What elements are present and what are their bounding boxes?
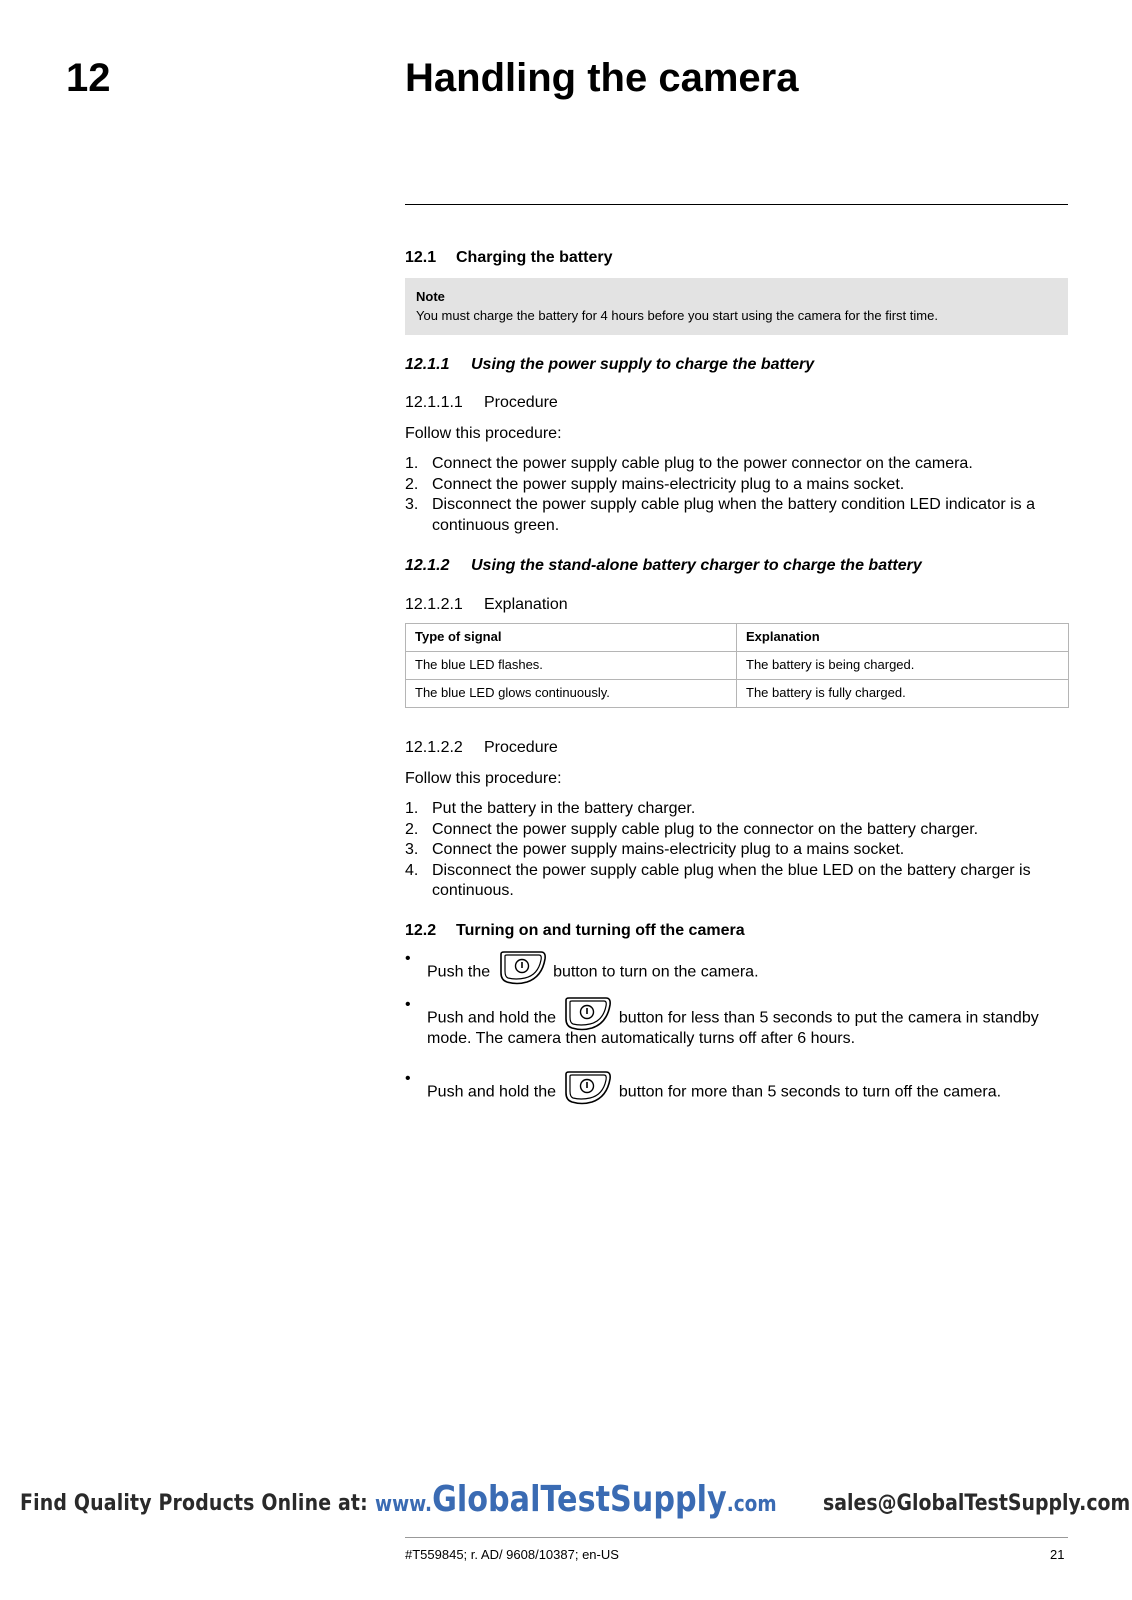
list-item <box>405 820 1068 841</box>
step-text: Connect the power supply mains-electricity plug to a mains socket. <box>432 841 905 858</box>
footer-tagline: Find Quality Products Online at: <box>20 1491 368 1516</box>
step-number: 1. <box>405 455 419 472</box>
table-cell: The blue LED flashes. <box>406 652 737 680</box>
procedure-steps <box>405 799 1068 902</box>
bullet-text-after: button for less than 5 seconds to put the camera in standby mode. The camera then automatically turns off after 6 hours. <box>427 1009 1039 1047</box>
chapter-number: 12 <box>66 56 111 100</box>
step-text: Put the battery in the battery charger. <box>432 800 696 817</box>
power-instructions <box>405 949 1068 1103</box>
chapter-title: Handling the camera <box>405 56 799 100</box>
procedure-intro: Follow this procedure: <box>405 424 562 442</box>
section-heading-12-2 <box>405 921 1068 942</box>
list-item <box>405 799 1068 820</box>
table-row <box>406 680 1069 708</box>
list-item <box>405 495 1068 536</box>
section-title: Explanation <box>484 595 568 613</box>
list-item <box>405 861 1068 902</box>
section-heading-12-1-1 <box>405 355 1068 376</box>
section-number: 12.1.2.2 <box>405 739 463 756</box>
power-button-icon <box>497 951 547 985</box>
section-title: Procedure <box>484 739 558 756</box>
column-header: Type of signal <box>406 624 737 652</box>
bullet-text-before: Push the <box>427 963 491 981</box>
section-number: 12.1.2 <box>405 557 450 574</box>
section-heading-12-1-1-1 <box>405 393 1068 414</box>
signal-table <box>405 623 1069 708</box>
section-title: Charging the battery <box>456 249 613 266</box>
power-button-icon <box>562 1071 612 1105</box>
section-number: 12.2 <box>405 921 437 939</box>
section-heading-12-1 <box>405 248 1068 269</box>
section-title: Procedure <box>484 394 558 411</box>
list-item <box>405 454 1068 475</box>
step-number: 2. <box>405 820 419 838</box>
section-title: Using the stand-alone battery charger to charge the battery <box>471 557 922 574</box>
table-cell: The battery is being charged. <box>737 652 1069 680</box>
url-main: GlobalTestSupply <box>432 1479 727 1520</box>
section-title: Using the power supply to charge the battery <box>471 355 815 373</box>
power-button-icon <box>562 997 612 1031</box>
procedure-steps <box>405 454 1068 536</box>
section-heading-12-1-2-2 <box>405 738 1068 759</box>
step-number: 3. <box>405 496 419 513</box>
section-number: 12.1.1.1 <box>405 394 463 411</box>
list-item <box>405 475 1068 496</box>
url-suffix: .com <box>726 1492 777 1517</box>
section-number: 12.1 <box>405 249 437 266</box>
table-cell: The battery is fully charged. <box>737 680 1069 708</box>
bullet-text-after: button to turn on the camera. <box>553 963 759 981</box>
table-cell: The blue LED glows continuously. <box>406 680 737 708</box>
step-text: Connect the power supply mains-electricity plug to a mains socket. <box>432 475 905 493</box>
list-item: • Push and hold the button for less than 5 seconds to put the camera in standby mode. The camera then automatically turns off after 6 hours. <box>405 996 1039 1047</box>
document-reference: #T559845; r. AD/ 9608/10387; en-US <box>405 1547 619 1562</box>
procedure-intro: Follow this procedure: <box>405 769 562 787</box>
column-header: Explanation <box>737 624 1069 652</box>
section-number: 12.1.2.1 <box>405 595 463 613</box>
bullet-text-before: Push and hold the <box>427 1009 556 1027</box>
list-item: • Push the button to turn on the camera. <box>405 949 1068 983</box>
footer-divider <box>405 1537 1068 1538</box>
step-text: Disconnect the power supply cable plug when the battery condition LED indicator is a continuous green. <box>432 496 1036 534</box>
step-number: 1. <box>405 800 419 817</box>
footer-email-link[interactable]: sales@GlobalTestSupply.com <box>823 1491 1131 1516</box>
table-row <box>406 652 1069 680</box>
step-text: Connect the power supply cable plug to the power connector on the camera. <box>432 455 973 472</box>
step-number: 4. <box>405 861 419 879</box>
header-divider <box>405 204 1068 205</box>
url-prefix: www. <box>375 1492 433 1517</box>
note-text: You must charge the battery for 4 hours before you start using the camera for the first time. <box>416 307 938 323</box>
step-text: Disconnect the power supply cable plug when the blue LED on the battery charger is continuous. <box>432 861 1031 899</box>
page-content <box>405 248 1068 1103</box>
section-heading-12-1-2-1 <box>405 595 1068 616</box>
footer-website-link[interactable] <box>375 1479 777 1520</box>
note-title: Note <box>416 288 445 304</box>
table-header-row <box>406 624 1069 652</box>
step-number: 2. <box>405 475 419 493</box>
list-item <box>405 840 1068 861</box>
bullet-text-before: Push and hold the <box>427 1083 556 1100</box>
note-box <box>405 278 1068 335</box>
page-number: 21 <box>1050 1547 1065 1562</box>
section-title: Turning on and turning off the camera <box>456 921 745 939</box>
section-number: 12.1.1 <box>405 355 450 373</box>
step-text: Connect the power supply cable plug to the connector on the battery charger. <box>432 820 979 838</box>
step-number: 3. <box>405 841 419 858</box>
section-heading-12-1-2 <box>405 556 1068 577</box>
list-item: • Push and hold the button for more than 5 seconds to turn off the camera. <box>405 1069 1068 1103</box>
bullet-text-after: button for more than 5 seconds to turn off the camera. <box>618 1083 1002 1100</box>
